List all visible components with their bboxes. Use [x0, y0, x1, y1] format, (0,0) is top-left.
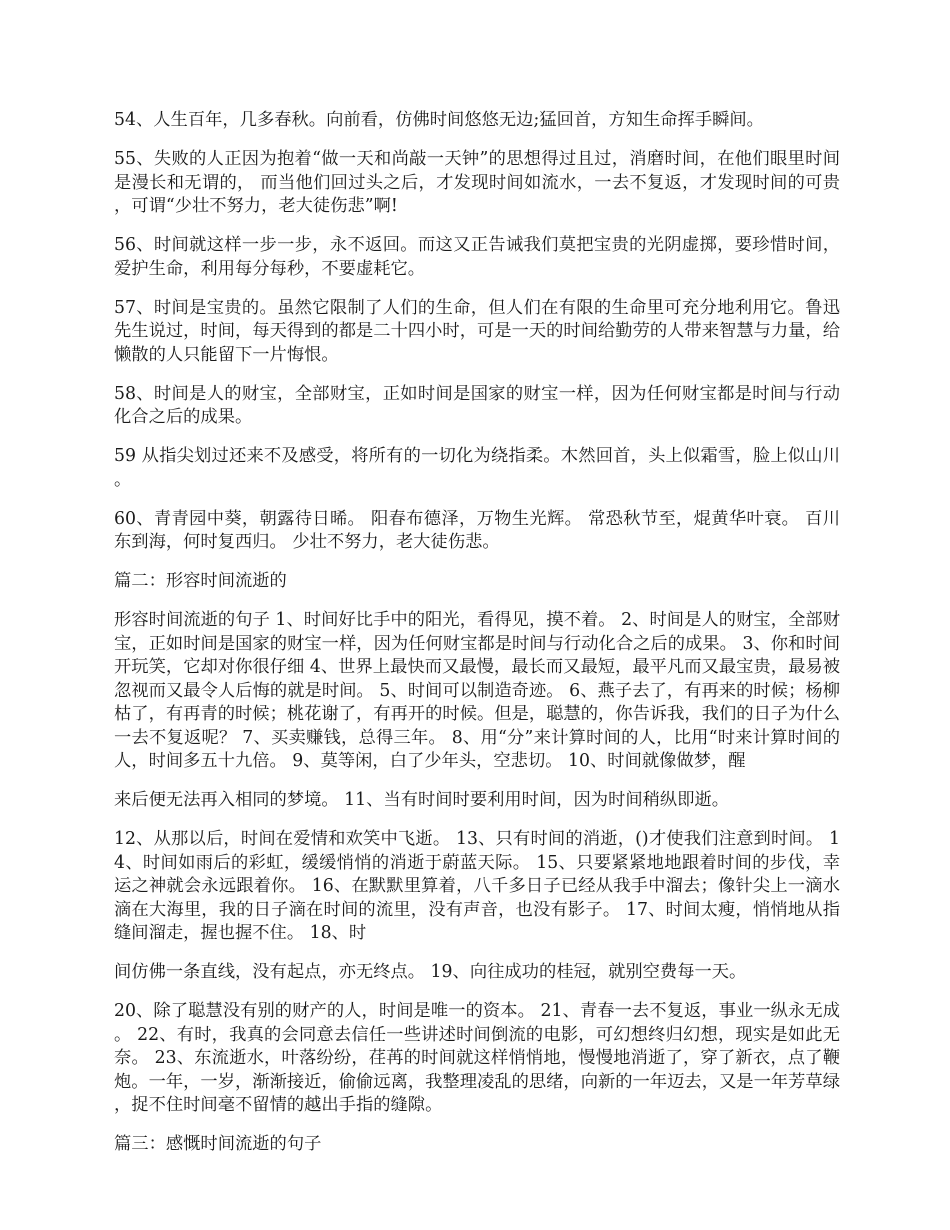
document-body — [114, 109, 840, 1172]
paragraph-60: 60、青青园中葵，朝露待日晞。 阳春布德泽，万物生光辉。 常恐秋节至，焜黄华叶衰。 百川东到海，何时复西归。 少壮不努力，老大徒伤悲。 — [114, 508, 840, 552]
section-heading-2: 篇二：形容时间流逝的 — [114, 571, 287, 591]
paragraph-section2-part4: 间仿佛一条直线，没有起点，亦无终点。 19、向往成功的桂冠，就别空费每一天。 — [114, 962, 747, 982]
paragraph-57: 57、时间是宝贵的。虽然它限制了人们的生命，但人们在有限的生命里可充分地利用它。鲁迅先生说过，时间，每天得到的都是二十四小时，可是一天的时间给勤劳的人带来智慧与力量，给懒散的人只能留下一片悔恨。 — [114, 297, 840, 365]
paragraph-55: 55、失败的人正因为抱着“做一天和尚敲一天钟”的思想得过且过，消磨时间，在他们眼里时间是漫长和无谓的， 而当他们回过头之后，才发现时间如流水，一去不复返，才发现时间的可贵，可谓“少壮不努力，老大徒伤悲”啊! — [114, 149, 840, 216]
paragraph-58: 58、时间是人的财宝，全部财宝，正如时间是国家的财宝一样，因为任何财宝都是时间与行动化合之后的成果。 — [114, 383, 840, 427]
section-heading-3: 篇三：感慨时间流逝的句子 — [114, 1134, 322, 1154]
paragraph-56: 56、时间就这样一步一步，永不返回。而这又正告诫我们莫把宝贵的光阴虚掷，要珍惜时间，爱护生命，利用每分每秒，不要虚耗它。 — [114, 235, 840, 279]
paragraph-section2-part2: 来后便无法再入相同的梦境。 11、当有时间时要利用时间，因为时间稍纵即逝。 — [114, 790, 730, 810]
paragraph-section2-part3: 12、从那以后，时间在爱情和欢笑中飞逝。 13、只有时间的消逝，()才使我们注意到时间。 14、时间如雨后的彩虹，缓缓悄悄的消逝于蔚蓝天际。 15、只要紧紧地地跟着时间的步伐，幸运之神就会永远跟着你。 16、在默默里算着，八千多日子已经从我手中溜去；像针尖上一滴水滴在大海里，我的日子滴在时间的流里，没有声音，也没有影子。 17、时间太瘦，悄悄地从指缝间溜走，握也握不住。 18、时 — [114, 829, 840, 943]
paragraph-section2-part1: 形容时间流逝的句子 1、时间好比手中的阳光，看得见，摸不着。 2、时间是人的财宝，全部财宝，正如时间是国家的财宝一样，因为任何财宝都是时间与行动化合之后的成果。 3、你和时间开玩笑，它却对你很仔细 4、世界上最快而又最慢，最长而又最短，最平凡而又最宝贵，最易被忽视而又最令人后悔的就是时间。 5、时间可以制造奇迹。 6、燕子去了，有再来的时候；杨柳枯了，有再青的时候；桃花谢了，有再开的时候。但是，聪慧的，你告诉我，我们的日子为什么一去不复返呢？ 7、买卖赚钱，总得三年。 8、用“分”来计算时间的人，比用“时来计算时间的人，时间多五十九倍。 9、莫等闲，白了少年头，空悲切。 10、时间就像做梦，醒 — [114, 610, 840, 771]
paragraph-section2-part5: 20、除了聪慧没有别的财产的人，时间是唯一的资本。 21、青春一去不复返，事业一纵永无成。 22、有时，我真的会同意去信任一些讲述时间倒流的电影，可幻想终归幻想，现实是如此无奈。 23、东流逝水，叶落纷纷，荏苒的时间就这样悄悄地，慢慢地消逝了，穿了新衣，点了鞭炮。一年，一岁，渐渐接近，偷偷远离，我整理凌乱的思绪，向新的一年迈去，又是一年芳草绿，捉不住时间毫不留情的越出手指的缝隙。 — [114, 1001, 840, 1115]
paragraph-54: 54、人生百年，几多春秋。向前看，仿佛时间悠悠无边;猛回首，方知生命挥手瞬间。 — [114, 110, 764, 130]
paragraph-59: 59 从指尖划过还来不及感受，将所有的一切化为绕指柔。木然回首，头上似霜雪，脸上似山川 。 — [114, 446, 840, 490]
